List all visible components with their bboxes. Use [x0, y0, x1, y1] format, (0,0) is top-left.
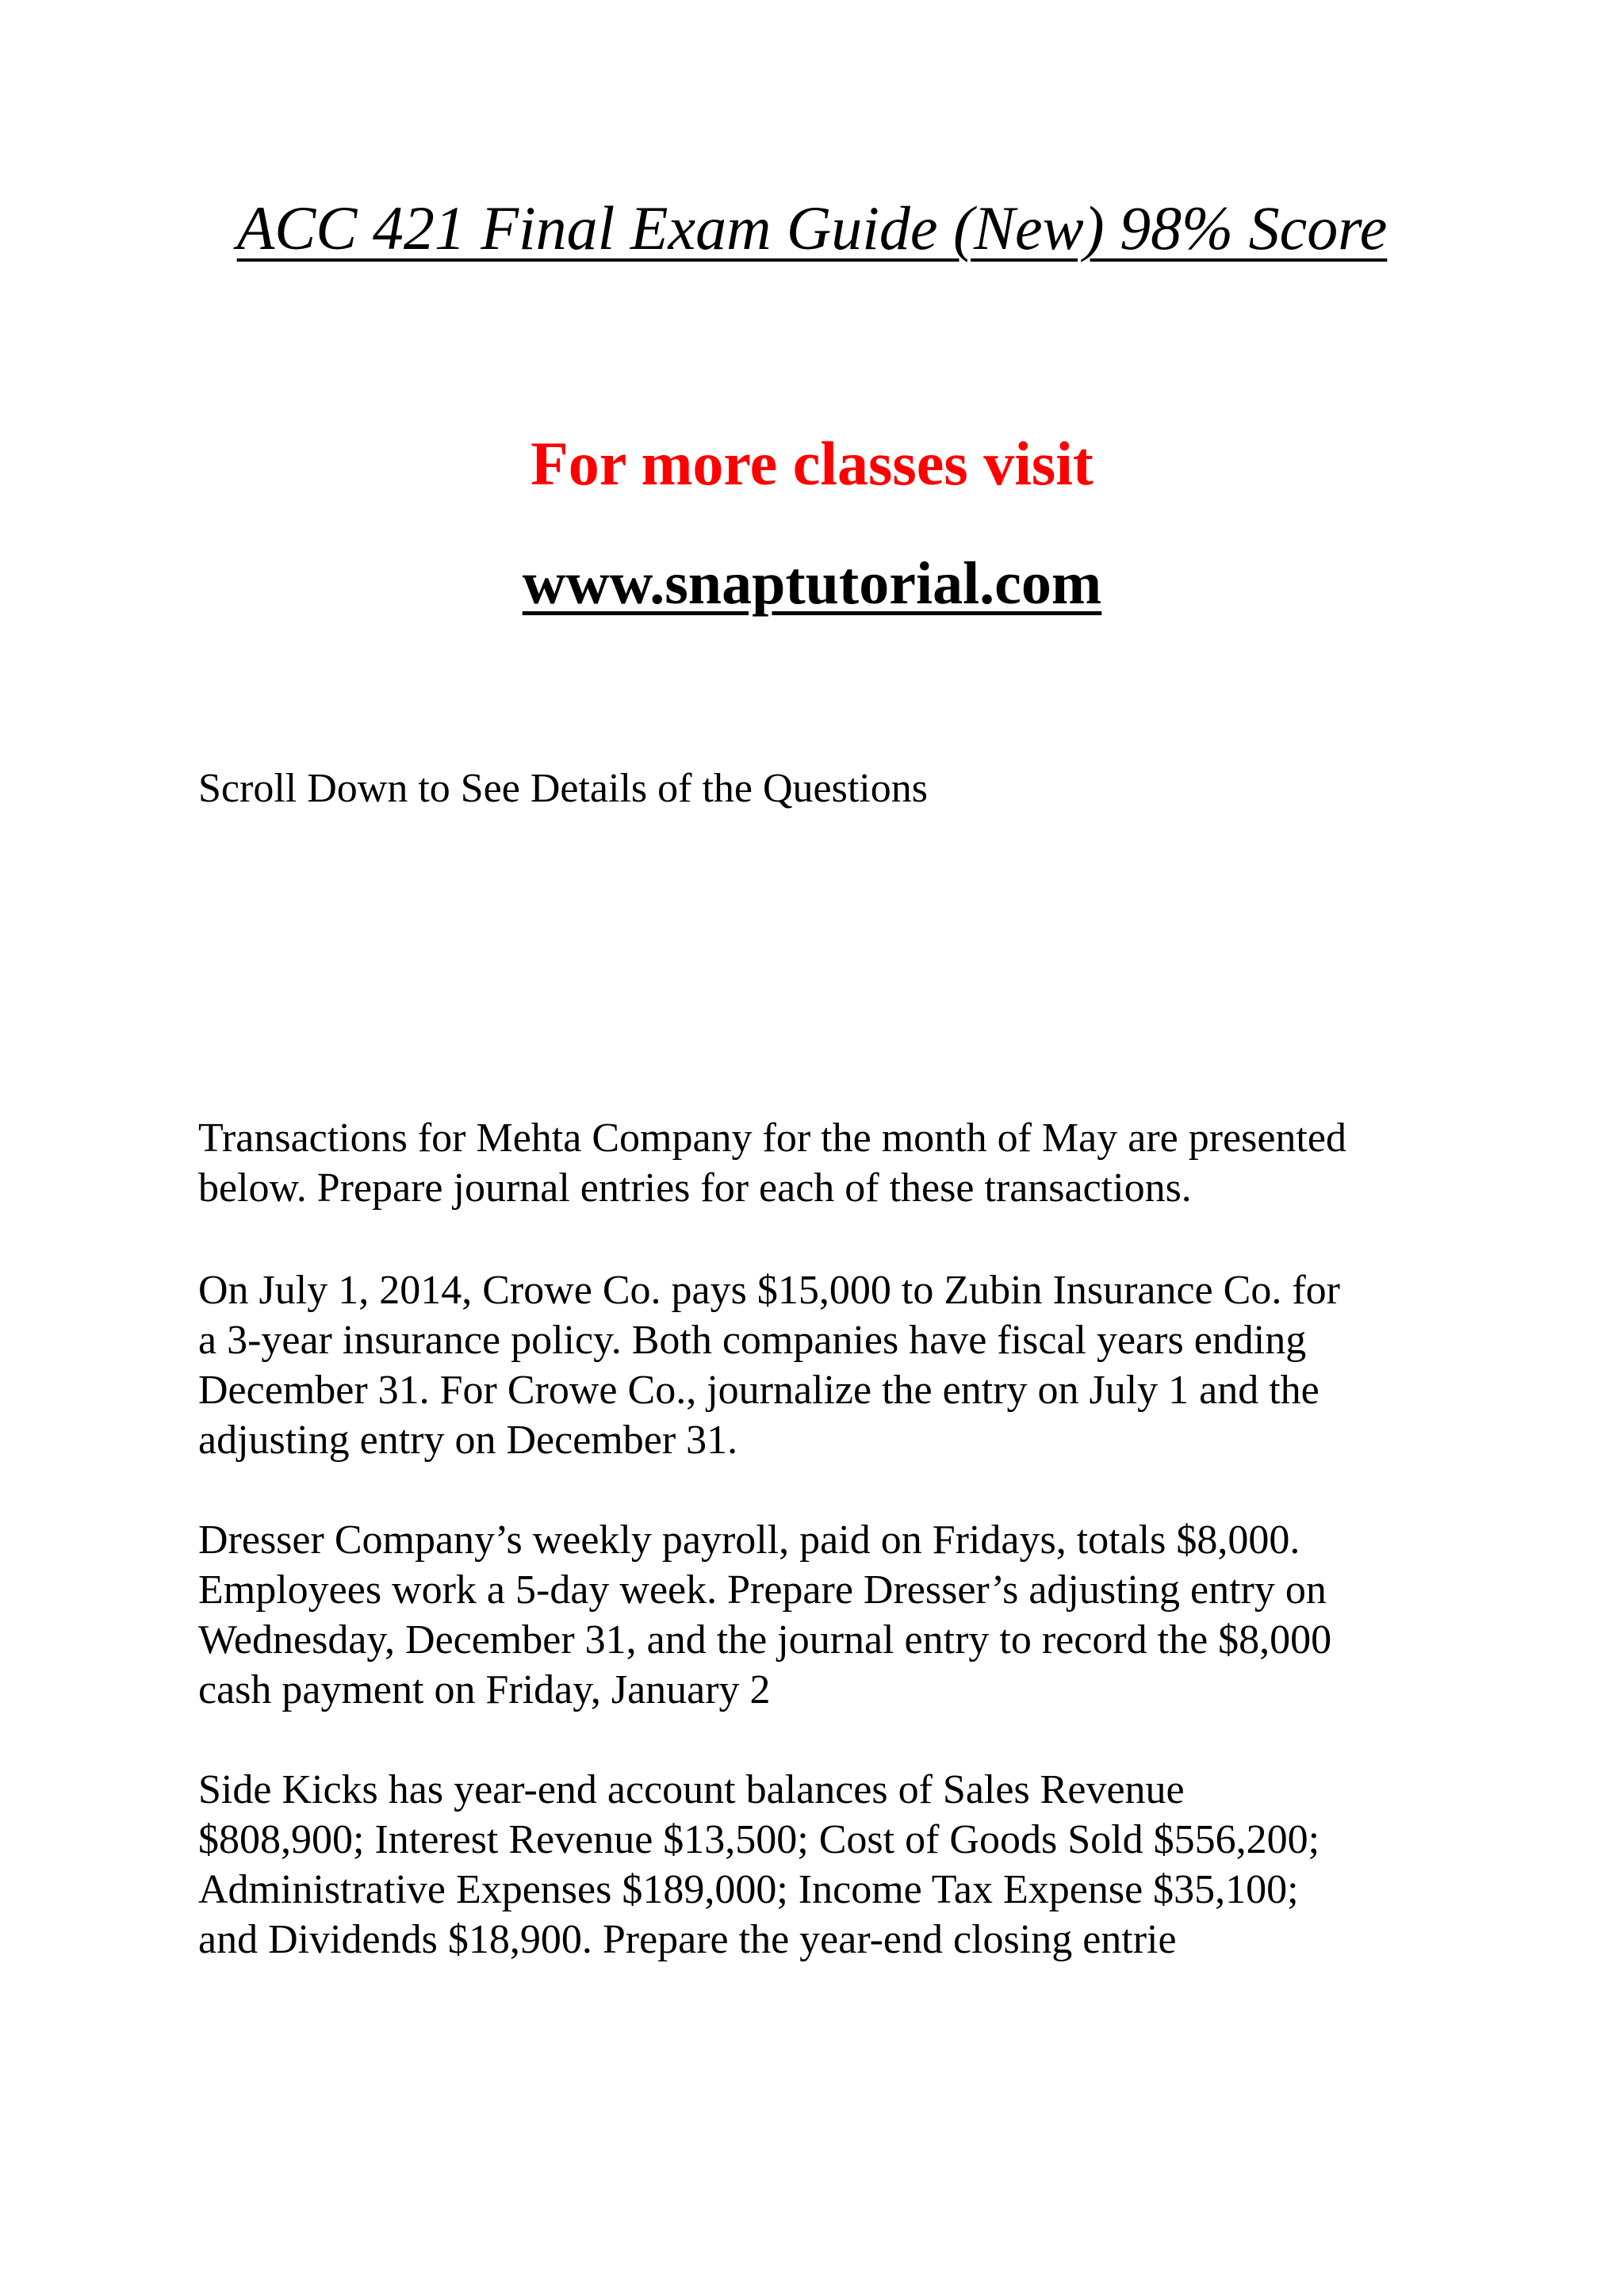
question-paragraph-1: Transactions for Mehta Company for the month of May are presented below. Prepare journal entries for each of these transactions. — [198, 1115, 1346, 1211]
question-paragraph-4: Side Kicks has year-end account balances of Sales Revenue $808,900; Interest Revenue $13,500; Cost of Goods Sold $556,200; Administrative Expenses $189,000; Income Tax Expense $35,100; and Dividends $18,900. Prepare the year-end closing entrie — [198, 1767, 1320, 1962]
website-link[interactable]: www.snaptutorial.com — [522, 550, 1102, 617]
page-title: ACC 421 Final Exam Guide (New) 98% Score — [236, 193, 1388, 262]
promo-heading: For more classes visit — [530, 429, 1094, 498]
scroll-note: Scroll Down to See Details of the Questions — [198, 766, 928, 811]
website-link-container — [0, 544, 1624, 623]
question-paragraph-3: Dresser Company’s weekly payroll, paid on Fridays, totals $8,000. Employees work a 5-day week. Prepare Dresser’s adjusting entry on Wednesday, December 31, and the journal entry to record the $8,000 cash payment on Friday, January 2 — [198, 1517, 1332, 1712]
question-paragraph-2: On July 1, 2014, Crowe Co. pays $15,000 to Zubin Insurance Co. for a 3-year insurance policy. Both companies have fiscal years ending December 31. For Crowe Co., journalize the entry on July 1 and the adjusting entry on December 31. — [198, 1268, 1340, 1463]
